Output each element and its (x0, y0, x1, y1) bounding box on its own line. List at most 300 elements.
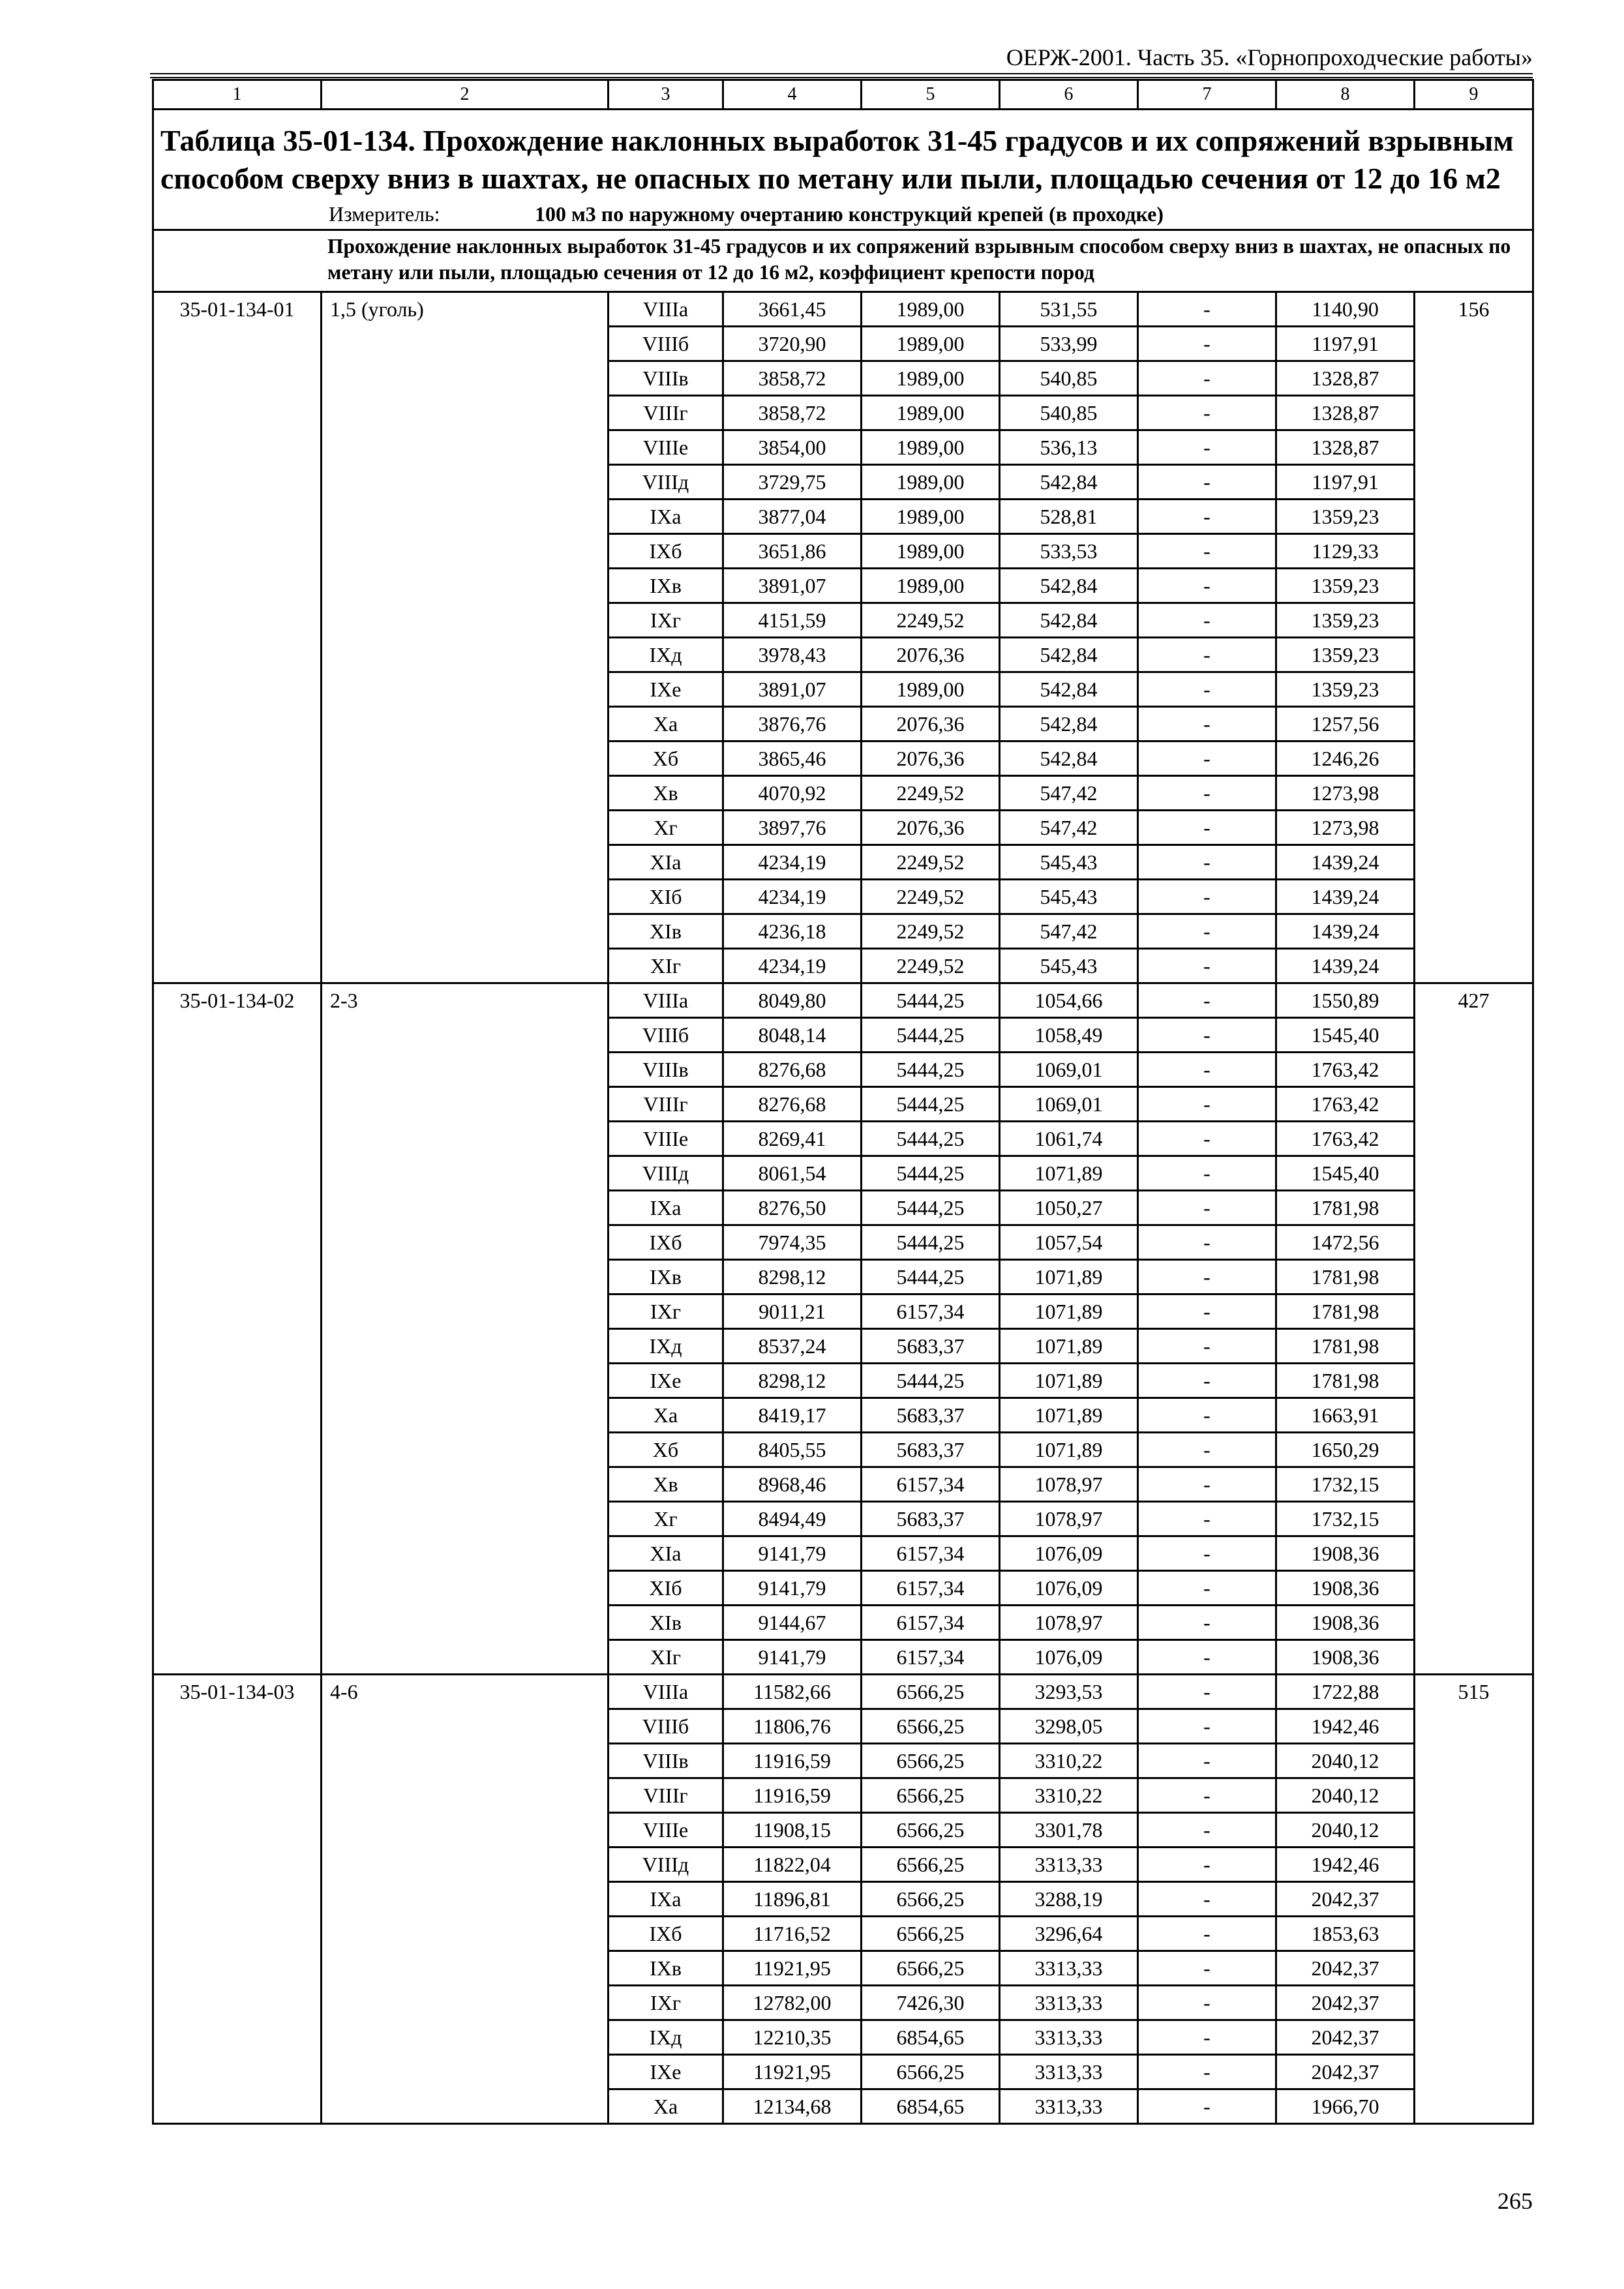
support-type: VIIIб (609, 1709, 723, 1744)
machinist-wages: - (1138, 776, 1276, 811)
machine-cost: 536,13 (1000, 430, 1138, 465)
materials-cost: 1439,24 (1276, 914, 1415, 949)
materials-cost: 1781,98 (1276, 1364, 1415, 1398)
materials-cost: 1781,98 (1276, 1260, 1415, 1294)
total-cost: 11806,76 (723, 1709, 862, 1744)
wages: 2249,52 (862, 880, 1000, 914)
machinist-wages: - (1138, 880, 1276, 914)
machine-cost: 545,43 (1000, 949, 1138, 983)
support-type: IXв (609, 1260, 723, 1294)
wages: 5683,37 (862, 1329, 1000, 1364)
total-cost: 11916,59 (723, 1744, 862, 1778)
materials-cost: 1197,91 (1276, 327, 1415, 361)
materials-cost: 1942,46 (1276, 1848, 1415, 1882)
total-cost: 3858,72 (723, 396, 862, 430)
running-header: ОЕРЖ-2001. Часть 35. «Горнопроходческие работы» (1006, 44, 1533, 70)
wages: 5444,25 (862, 1053, 1000, 1087)
materials-cost: 1273,98 (1276, 811, 1415, 845)
wages: 6854,65 (862, 2089, 1000, 2124)
machinist-wages: - (1138, 2055, 1276, 2089)
materials-cost: 1763,42 (1276, 1087, 1415, 1122)
machinist-wages: - (1138, 1709, 1276, 1744)
wages: 6566,25 (862, 1813, 1000, 1848)
wages: 5444,25 (862, 1191, 1000, 1225)
total-cost: 9141,79 (723, 1536, 862, 1571)
wages: 1989,00 (862, 465, 1000, 500)
total-cost: 8049,80 (723, 983, 862, 1018)
support-type: IXе (609, 2055, 723, 2089)
wages: 2076,36 (862, 741, 1000, 776)
total-cost: 8276,50 (723, 1191, 862, 1225)
wages: 6566,25 (862, 1778, 1000, 1813)
support-type: VIIIд (609, 1156, 723, 1191)
wages: 6566,25 (862, 1744, 1000, 1778)
wages: 6566,25 (862, 2055, 1000, 2089)
total-cost: 9141,79 (723, 1571, 862, 1606)
machinist-wages: - (1138, 1606, 1276, 1640)
machinist-wages: - (1138, 1260, 1276, 1294)
support-type: XIв (609, 1606, 723, 1640)
support-type: IXд (609, 638, 723, 672)
materials-cost: 1472,56 (1276, 1225, 1415, 1260)
support-type: VIIIв (609, 1053, 723, 1087)
total-cost: 4234,19 (723, 880, 862, 914)
support-type: Xг (609, 811, 723, 845)
machine-cost: 1069,01 (1000, 1053, 1138, 1087)
machine-cost: 1076,09 (1000, 1536, 1138, 1571)
machinist-wages: - (1138, 1191, 1276, 1225)
support-type: IXг (609, 1294, 723, 1329)
measure-row (153, 199, 1533, 230)
support-type: VIIIа (609, 292, 723, 327)
wages: 2249,52 (862, 949, 1000, 983)
machine-cost: 3313,33 (1000, 2089, 1138, 2124)
total-cost: 3877,04 (723, 500, 862, 534)
materials-cost: 1853,63 (1276, 1917, 1415, 1951)
support-type: IXа (609, 1882, 723, 1917)
total-cost: 12210,35 (723, 2020, 862, 2055)
machine-cost: 1078,97 (1000, 1502, 1138, 1536)
materials-cost: 1246,26 (1276, 741, 1415, 776)
materials-cost: 2042,37 (1276, 2020, 1415, 2055)
wages: 5444,25 (862, 1122, 1000, 1156)
materials-cost: 2040,12 (1276, 1813, 1415, 1848)
support-type: VIIIе (609, 430, 723, 465)
machine-cost: 3313,33 (1000, 2055, 1138, 2089)
wages: 5444,25 (862, 1087, 1000, 1122)
machine-cost: 3313,33 (1000, 1986, 1138, 2020)
total-cost: 3651,86 (723, 534, 862, 569)
machinist-wages: - (1138, 1917, 1276, 1951)
machinist-wages: - (1138, 534, 1276, 569)
machinist-wages: - (1138, 1848, 1276, 1882)
machinist-wages: - (1138, 1087, 1276, 1122)
total-cost: 8494,49 (723, 1502, 862, 1536)
materials-cost: 1359,23 (1276, 569, 1415, 603)
total-cost: 11908,15 (723, 1813, 862, 1848)
machinist-wages: - (1138, 1744, 1276, 1778)
machinist-wages: - (1138, 1122, 1276, 1156)
table-row (153, 1675, 1533, 1709)
wages: 5444,25 (862, 983, 1000, 1018)
total-cost: 11921,95 (723, 2055, 862, 2089)
total-cost: 4236,18 (723, 914, 862, 949)
machinist-wages: - (1138, 1364, 1276, 1398)
support-type: IXв (609, 569, 723, 603)
machine-cost: 1058,49 (1000, 1018, 1138, 1053)
wages: 6157,34 (862, 1640, 1000, 1675)
materials-cost: 1908,36 (1276, 1606, 1415, 1640)
machine-cost: 1076,09 (1000, 1571, 1138, 1606)
materials-cost: 1359,23 (1276, 638, 1415, 672)
support-type: Xа (609, 707, 723, 741)
total-cost: 3978,43 (723, 638, 862, 672)
materials-cost: 1359,23 (1276, 672, 1415, 707)
total-cost: 9141,79 (723, 1640, 862, 1675)
wages: 2076,36 (862, 638, 1000, 672)
rate-code: 35-01-134-01 (153, 292, 322, 983)
support-type: XIа (609, 845, 723, 880)
wages: 6157,34 (862, 1606, 1000, 1640)
rate-code: 35-01-134-03 (153, 1675, 322, 2124)
machinist-wages: - (1138, 603, 1276, 638)
machine-cost: 1071,89 (1000, 1156, 1138, 1191)
machine-cost: 542,84 (1000, 672, 1138, 707)
support-type: IXд (609, 2020, 723, 2055)
machine-cost: 533,99 (1000, 327, 1138, 361)
machinist-wages: - (1138, 465, 1276, 500)
machinist-wages: - (1138, 741, 1276, 776)
machinist-wages: - (1138, 949, 1276, 983)
machine-cost: 1071,89 (1000, 1433, 1138, 1467)
support-type: IXг (609, 603, 723, 638)
machinist-wages: - (1138, 569, 1276, 603)
wages: 5683,37 (862, 1398, 1000, 1433)
materials-cost: 1663,91 (1276, 1398, 1415, 1433)
materials-cost: 2040,12 (1276, 1778, 1415, 1813)
machine-cost: 542,84 (1000, 569, 1138, 603)
materials-cost: 1908,36 (1276, 1536, 1415, 1571)
total-cost: 11896,81 (723, 1882, 862, 1917)
column-number: 8 (1276, 80, 1415, 110)
wages: 1989,00 (862, 396, 1000, 430)
machine-cost: 3313,33 (1000, 1848, 1138, 1882)
support-type: IXб (609, 534, 723, 569)
support-type: VIIIе (609, 1813, 723, 1848)
wages: 6566,25 (862, 1848, 1000, 1882)
machinist-wages: - (1138, 1986, 1276, 2020)
machine-cost: 1071,89 (1000, 1329, 1138, 1364)
materials-cost: 1550,89 (1276, 983, 1415, 1018)
table-row (153, 983, 1533, 1018)
total-cost: 8419,17 (723, 1398, 862, 1433)
rates-table (152, 79, 1534, 2125)
measure-label: Измеритель: (329, 202, 440, 226)
total-cost: 8276,68 (723, 1053, 862, 1087)
column-number: 3 (609, 80, 723, 110)
total-cost: 8298,12 (723, 1364, 862, 1398)
wages: 6566,25 (862, 1709, 1000, 1744)
support-type: IXв (609, 1951, 723, 1986)
materials-cost: 1545,40 (1276, 1018, 1415, 1053)
wages: 5444,25 (862, 1156, 1000, 1191)
machinist-wages: - (1138, 707, 1276, 741)
machinist-wages: - (1138, 914, 1276, 949)
column-number: 5 (862, 80, 1000, 110)
materials-cost: 1140,90 (1276, 292, 1415, 327)
materials-cost: 1908,36 (1276, 1571, 1415, 1606)
support-type: Xв (609, 1467, 723, 1502)
total-cost: 8298,12 (723, 1260, 862, 1294)
machinist-wages: - (1138, 1294, 1276, 1329)
wages: 1989,00 (862, 500, 1000, 534)
machine-cost: 3296,64 (1000, 1917, 1138, 1951)
machine-cost: 547,42 (1000, 776, 1138, 811)
total-cost: 3876,76 (723, 707, 862, 741)
materials-cost: 1439,24 (1276, 845, 1415, 880)
total-cost: 8048,14 (723, 1018, 862, 1053)
machinist-wages: - (1138, 1951, 1276, 1986)
machinist-wages: - (1138, 327, 1276, 361)
wages: 1989,00 (862, 292, 1000, 327)
wages: 5444,25 (862, 1260, 1000, 1294)
machine-cost: 1078,97 (1000, 1606, 1138, 1640)
machinist-wages: - (1138, 396, 1276, 430)
support-type: VIIIд (609, 1848, 723, 1882)
materials-cost: 1732,15 (1276, 1467, 1415, 1502)
wages: 1989,00 (862, 672, 1000, 707)
wages: 7426,30 (862, 1986, 1000, 2020)
total-cost: 4234,19 (723, 845, 862, 880)
materials-cost: 1328,87 (1276, 396, 1415, 430)
machinist-wages: - (1138, 1053, 1276, 1087)
total-cost: 8061,54 (723, 1156, 862, 1191)
wages: 5683,37 (862, 1433, 1000, 1467)
support-type: Xб (609, 1433, 723, 1467)
wages: 6566,25 (862, 1882, 1000, 1917)
support-type: IXа (609, 1191, 723, 1225)
machine-cost: 542,84 (1000, 638, 1138, 672)
machinist-wages: - (1138, 1398, 1276, 1433)
total-cost: 3891,07 (723, 569, 862, 603)
machine-cost: 1071,89 (1000, 1398, 1138, 1433)
total-cost: 4070,92 (723, 776, 862, 811)
materials-cost: 1650,29 (1276, 1433, 1415, 1467)
materials-cost: 1763,42 (1276, 1053, 1415, 1087)
materials-cost: 2042,37 (1276, 1986, 1415, 2020)
support-type: IXа (609, 500, 723, 534)
materials-cost: 1273,98 (1276, 776, 1415, 811)
machinist-wages: - (1138, 672, 1276, 707)
machine-cost: 1069,01 (1000, 1087, 1138, 1122)
total-cost: 4151,59 (723, 603, 862, 638)
support-type: XIг (609, 949, 723, 983)
machinist-wages: - (1138, 1882, 1276, 1917)
materials-cost: 1763,42 (1276, 1122, 1415, 1156)
materials-cost: 1328,87 (1276, 361, 1415, 396)
materials-cost: 1359,23 (1276, 500, 1415, 534)
wages: 2249,52 (862, 914, 1000, 949)
machinist-wages: - (1138, 2020, 1276, 2055)
machinist-wages: - (1138, 1571, 1276, 1606)
machinist-wages: - (1138, 983, 1276, 1018)
materials-cost: 1129,33 (1276, 534, 1415, 569)
materials-cost: 1439,24 (1276, 880, 1415, 914)
total-cost: 8269,41 (723, 1122, 862, 1156)
total-cost: 3865,46 (723, 741, 862, 776)
machinist-wages: - (1138, 361, 1276, 396)
materials-cost: 2042,37 (1276, 1951, 1415, 1986)
wages: 2076,36 (862, 707, 1000, 741)
total-cost: 3729,75 (723, 465, 862, 500)
machine-cost: 542,84 (1000, 741, 1138, 776)
machinist-wages: - (1138, 638, 1276, 672)
support-type: VIIIб (609, 1018, 723, 1053)
wages: 2249,52 (862, 603, 1000, 638)
wages: 5444,25 (862, 1364, 1000, 1398)
total-cost: 3854,00 (723, 430, 862, 465)
total-cost: 4234,19 (723, 949, 862, 983)
materials-cost: 1732,15 (1276, 1502, 1415, 1536)
wages: 6157,34 (862, 1467, 1000, 1502)
machine-cost: 1071,89 (1000, 1260, 1138, 1294)
total-cost: 3891,07 (723, 672, 862, 707)
support-type: XIб (609, 880, 723, 914)
wages: 1989,00 (862, 534, 1000, 569)
machinist-wages: - (1138, 430, 1276, 465)
machine-cost: 531,55 (1000, 292, 1138, 327)
wages: 1989,00 (862, 430, 1000, 465)
rock-strength: 1,5 (уголь) (322, 292, 609, 983)
machine-cost: 533,53 (1000, 534, 1138, 569)
wages: 1989,00 (862, 569, 1000, 603)
machine-cost: 547,42 (1000, 914, 1138, 949)
machine-cost: 1057,54 (1000, 1225, 1138, 1260)
header-rule-double (150, 77, 1533, 78)
total-cost: 8968,46 (723, 1467, 862, 1502)
machine-cost: 1076,09 (1000, 1640, 1138, 1675)
table-title: Таблица 35-01-134. Прохождение наклонных выработок 31-45 градусов и их сопряжений взрывным способом сверху вниз в шахтах, не опасных по метану или пыли, площадью сечения от 12 до 16 м2 (153, 110, 1533, 200)
machinist-wages: - (1138, 1467, 1276, 1502)
support-type: XIв (609, 914, 723, 949)
total-cost: 11582,66 (723, 1675, 862, 1709)
rate-code: 35-01-134-02 (153, 983, 322, 1675)
wages: 6157,34 (862, 1536, 1000, 1571)
column-number: 1 (153, 80, 322, 110)
total-cost: 12782,00 (723, 1986, 862, 2020)
support-type: XIб (609, 1571, 723, 1606)
wages: 6157,34 (862, 1294, 1000, 1329)
machine-cost: 545,43 (1000, 880, 1138, 914)
machine-cost: 1061,74 (1000, 1122, 1138, 1156)
support-type: VIIIд (609, 465, 723, 500)
support-type: Xа (609, 2089, 723, 2124)
labor-hours: 156 (1415, 292, 1533, 983)
support-type: Xа (609, 1398, 723, 1433)
materials-cost: 2042,37 (1276, 2055, 1415, 2089)
column-number: 2 (322, 80, 609, 110)
machine-cost: 1054,66 (1000, 983, 1138, 1018)
support-type: VIIIг (609, 1778, 723, 1813)
machinist-wages: - (1138, 1433, 1276, 1467)
materials-cost: 2040,12 (1276, 1744, 1415, 1778)
machinist-wages: - (1138, 1778, 1276, 1813)
column-number: 4 (723, 80, 862, 110)
column-number: 9 (1415, 80, 1533, 110)
materials-cost: 1197,91 (1276, 465, 1415, 500)
machinist-wages: - (1138, 500, 1276, 534)
support-type: VIIIа (609, 1675, 723, 1709)
materials-cost: 2042,37 (1276, 1882, 1415, 1917)
materials-cost: 1328,87 (1276, 430, 1415, 465)
materials-cost: 1781,98 (1276, 1191, 1415, 1225)
wages: 1989,00 (862, 327, 1000, 361)
machinist-wages: - (1138, 1675, 1276, 1709)
machine-cost: 3313,33 (1000, 2020, 1138, 2055)
support-type: IXе (609, 1364, 723, 1398)
materials-cost: 1908,36 (1276, 1640, 1415, 1675)
total-cost: 8276,68 (723, 1087, 862, 1122)
total-cost: 3858,72 (723, 361, 862, 396)
materials-cost: 1359,23 (1276, 603, 1415, 638)
support-type: VIIIе (609, 1122, 723, 1156)
total-cost: 3720,90 (723, 327, 862, 361)
labor-hours: 515 (1415, 1675, 1533, 2124)
materials-cost: 1722,88 (1276, 1675, 1415, 1709)
machine-cost: 542,84 (1000, 707, 1138, 741)
total-cost: 11921,95 (723, 1951, 862, 1986)
rock-strength: 4-6 (322, 1675, 609, 2124)
machine-cost: 545,43 (1000, 845, 1138, 880)
total-cost: 8537,24 (723, 1329, 862, 1364)
support-type: Xг (609, 1502, 723, 1536)
total-cost: 11716,52 (723, 1917, 862, 1951)
machine-cost: 3310,22 (1000, 1744, 1138, 1778)
wages: 6854,65 (862, 2020, 1000, 2055)
support-type: XIг (609, 1640, 723, 1675)
materials-cost: 1942,46 (1276, 1709, 1415, 1744)
header-rule (150, 73, 1533, 74)
machine-cost: 1078,97 (1000, 1467, 1138, 1502)
machinist-wages: - (1138, 1156, 1276, 1191)
machine-cost: 540,85 (1000, 361, 1138, 396)
machinist-wages: - (1138, 1329, 1276, 1364)
total-cost: 7974,35 (723, 1225, 862, 1260)
total-cost: 11822,04 (723, 1848, 862, 1882)
total-cost: 8405,55 (723, 1433, 862, 1467)
support-type: VIIIв (609, 361, 723, 396)
total-cost: 3661,45 (723, 292, 862, 327)
support-type: VIIIг (609, 1087, 723, 1122)
wages: 6566,25 (862, 1951, 1000, 1986)
materials-cost: 1781,98 (1276, 1294, 1415, 1329)
labor-hours: 427 (1415, 983, 1533, 1675)
total-cost: 9144,67 (723, 1606, 862, 1640)
machinist-wages: - (1138, 1018, 1276, 1053)
machinist-wages: - (1138, 811, 1276, 845)
machine-cost: 1071,89 (1000, 1294, 1138, 1329)
materials-cost: 1781,98 (1276, 1329, 1415, 1364)
rock-strength: 2-3 (322, 983, 609, 1675)
support-type: VIIIа (609, 983, 723, 1018)
support-type: IXе (609, 672, 723, 707)
table-subtitle: Прохождение наклонных выработок 31-45 градусов и их сопряжений взрывным способом сверху вниз в шахтах, не опасных по метану или пыли, площадью сечения от 12 до 16 м2, коэффициент крепости пород (153, 230, 1533, 292)
wages: 1989,00 (862, 361, 1000, 396)
materials-cost: 1966,70 (1276, 2089, 1415, 2124)
materials-cost: 1439,24 (1276, 949, 1415, 983)
support-type: Xб (609, 741, 723, 776)
wages: 6566,25 (862, 1917, 1000, 1951)
